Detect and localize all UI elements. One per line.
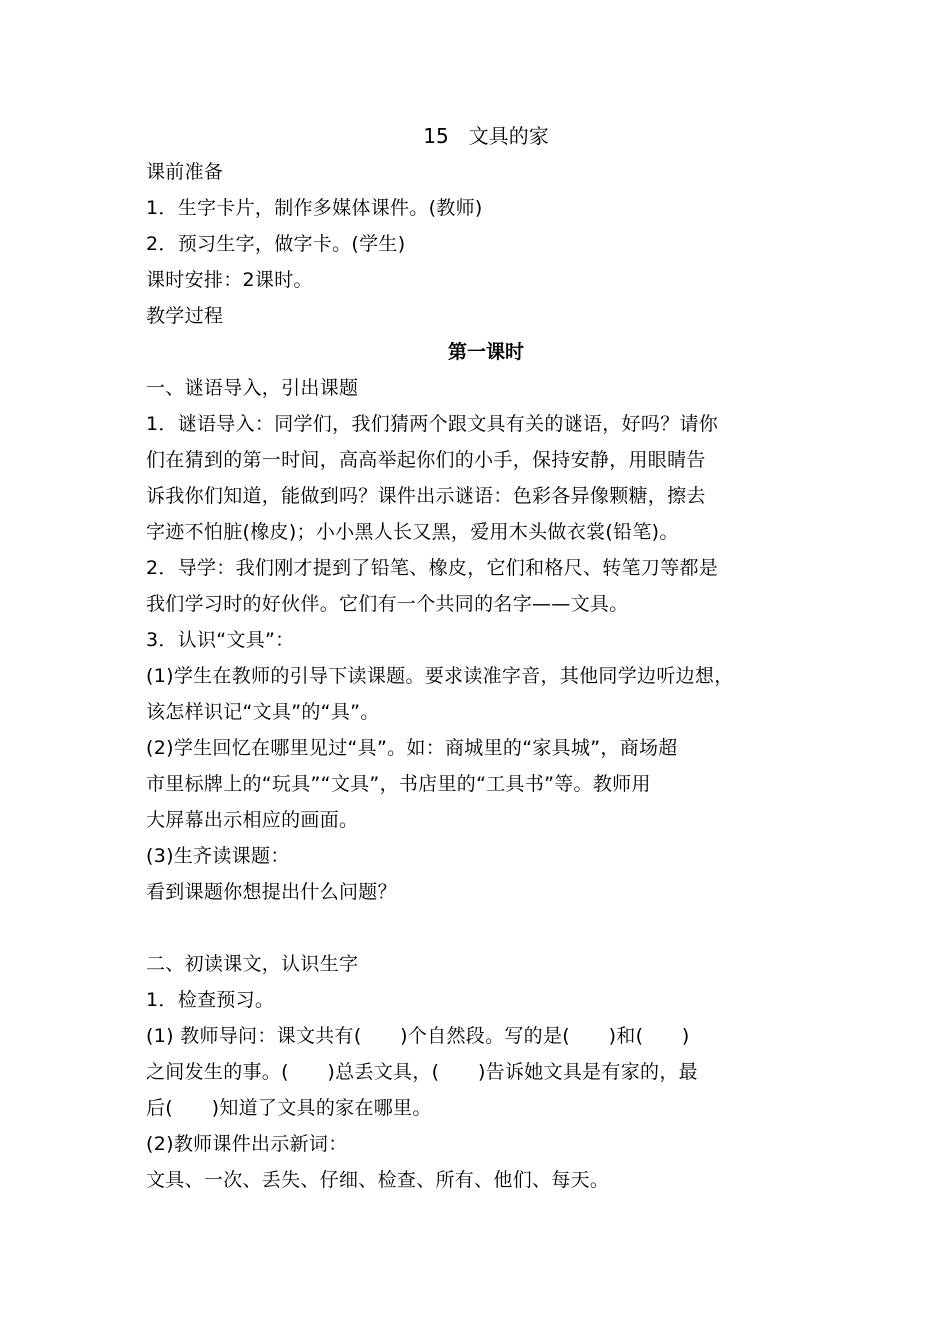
prep-item-2: 2．预习生字，做字卡。(学生) xyxy=(146,233,406,255)
paragraph-line: 字迹不怕脏(橡皮)；小小黑人长又黑，爱用木头做衣裳(铅笔)。 xyxy=(146,521,679,543)
paragraph-line: 大屏幕出示相应的画面。 xyxy=(146,809,359,831)
paragraph-line: 2．导学：我们刚才提到了铅笔、橡皮，它们和格尺、转笔刀等都是 xyxy=(146,557,719,579)
paragraph-line: (1)学生在教师的引导下读课题。要求读准字音，其他同学边听边想， xyxy=(146,665,734,687)
lesson-1-title: 第一课时 xyxy=(447,341,524,363)
blank-line xyxy=(146,910,826,946)
paragraph-line: 该怎样识记“文具”的“具”。 xyxy=(146,701,380,723)
paragraph-line: (2)学生回忆在哪里见过“具”。如：商城里的“家具城”，商场超 xyxy=(146,737,678,759)
process-heading: 教学过程 xyxy=(146,305,224,327)
paragraph-line: 后( )知道了文具的家在哪里。 xyxy=(146,1097,432,1119)
prep-item-1: 1．生字卡片，制作多媒体课件。(教师) xyxy=(146,197,483,219)
paragraph-line: 3．认识“文具”： xyxy=(146,629,295,651)
paragraph-line: 1．检查预习。 xyxy=(146,989,275,1011)
paragraph-line: (1) 教师导问：课文共有( )个自然段。写的是( )和( ) xyxy=(146,1025,690,1047)
paragraph-line: 诉我你们知道，能做到吗？课件出示谜语：色彩各异像颗糖，擦去 xyxy=(146,485,706,507)
paragraph-line: 我们学习时的好伙伴。它们有一个共同的名字——文具。 xyxy=(146,593,629,615)
paragraph-line: 市里标牌上的“玩具”“文具”，书店里的“工具书”等。教师用 xyxy=(146,773,651,795)
paragraph-line: 看到课题你想提出什么问题？ xyxy=(146,881,397,903)
document-page xyxy=(146,118,826,1198)
part-2-heading: 二、初读课文，认识生字 xyxy=(146,953,359,975)
prep-heading: 课前准备 xyxy=(146,161,224,183)
paragraph-line: 文具、一次、丢失、仔细、检查、所有、他们、每天。 xyxy=(146,1169,610,1191)
part-1-heading: 一、谜语导入，引出课题 xyxy=(146,377,359,399)
schedule: 课时安排：2课时。 xyxy=(146,269,313,291)
paragraph-line: 们在猜到的第一时间，高高举起你们的小手，保持安静，用眼睛告 xyxy=(146,449,706,471)
paragraph-line: (3)生齐读课题： xyxy=(146,845,290,867)
doc-title: 15 文具的家 xyxy=(423,124,549,148)
paragraph-line: (2)教师课件出示新词： xyxy=(146,1133,348,1155)
paragraph-line: 1．谜语导入：同学们，我们猜两个跟文具有关的谜语，好吗？请你 xyxy=(146,413,719,435)
paragraph-line: 之间发生的事。( )总丢文具，( )告诉她文具是有家的，最 xyxy=(146,1061,698,1083)
